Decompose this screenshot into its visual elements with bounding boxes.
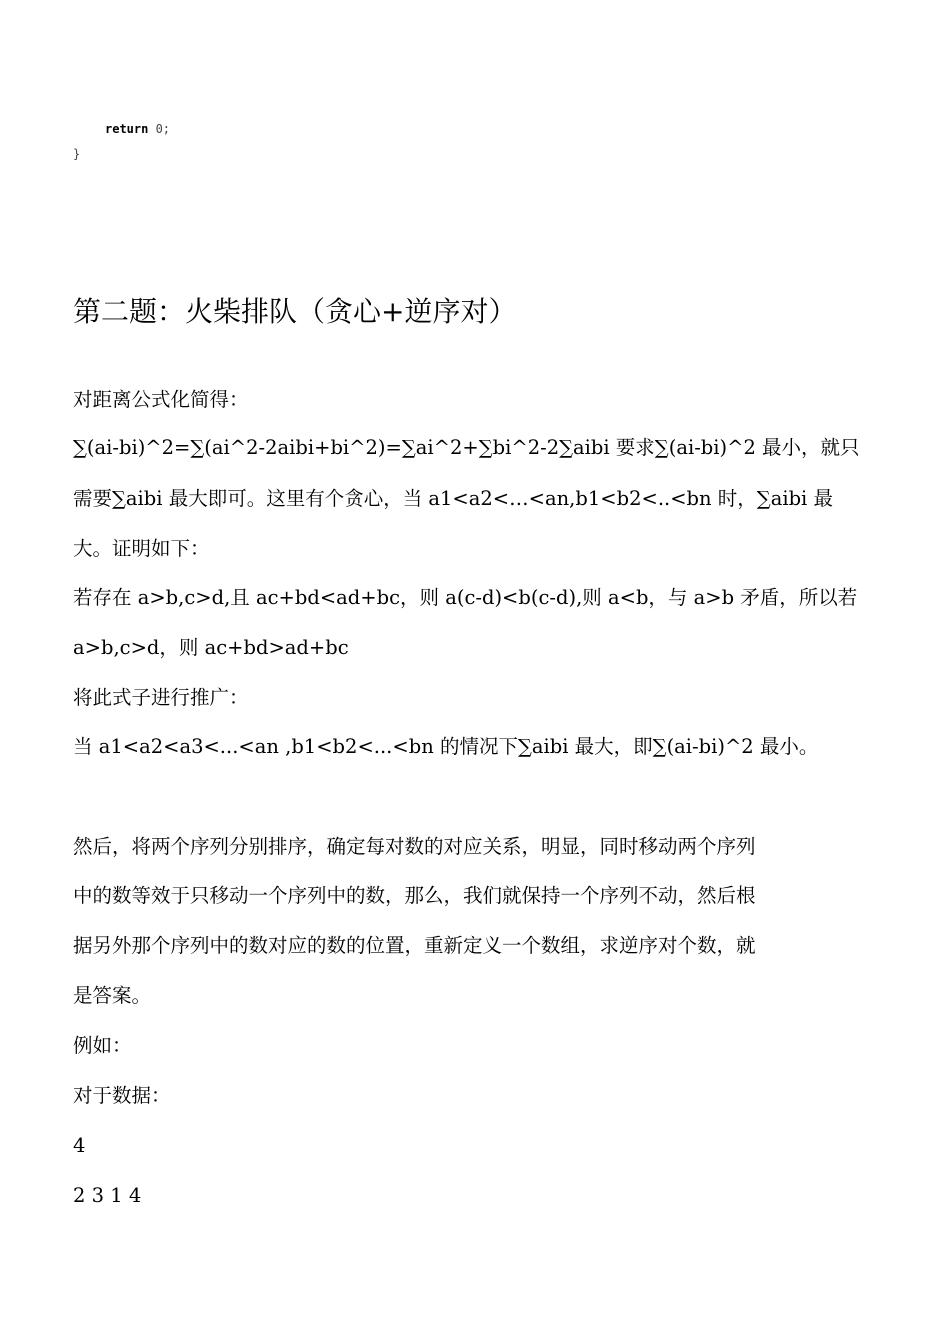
code-return-value: 0; — [148, 122, 171, 136]
paragraph-line-14: 对于数据： — [73, 1084, 171, 1107]
paragraph-line-13: 例如： — [73, 1034, 132, 1057]
paragraph-line-3: 需要∑aibi 最大即可。这里有个贪心，当 a1<a2<…<an,b1<b2<..<bn 时，∑aibi 最 — [73, 487, 833, 510]
section-title: 第二题：火柴排队（贪心+逆序对） — [73, 295, 517, 328]
paragraph-line-1: 对距离公式化简得： — [73, 388, 249, 411]
paragraph-line-7: 将此式子进行推广： — [73, 686, 249, 709]
code-return-line — [105, 122, 170, 136]
paragraph-line-11: 据另外那个序列中的数对应的数的位置，重新定义一个数组，求逆序对个数，就 — [73, 934, 756, 957]
paragraph-line-12: 是答案。 — [73, 984, 152, 1007]
paragraph-line-15: 4 — [73, 1134, 86, 1157]
paragraph-line-16: 2 3 1 4 — [73, 1184, 142, 1207]
paragraph-line-5: 若存在 a>b,c>d,且 ac+bd<ad+bc，则 a(c-d)<b(c-d),则 a<b，与 a>b 矛盾，所以若 — [73, 586, 858, 609]
paragraph-line-4: 大。证明如下： — [73, 537, 210, 560]
paragraph-line-6: a>b,c>d，则 ac+bd>ad+bc — [73, 636, 349, 659]
paragraph-line-9: 然后，将两个序列分别排序，确定每对数的对应关系，明显，同时移动两个序列 — [73, 835, 756, 858]
paragraph-line-8: 当 a1<a2<a3<...<an ,b1<b2<...<bn 的情况下∑aibi 最大，即∑(ai-bi)^2 最小。 — [73, 735, 819, 758]
paragraph-line-10: 中的数等效于只移动一个序列中的数，那么，我们就保持一个序列不动，然后根 — [73, 884, 756, 907]
code-return-keyword: return — [105, 122, 149, 136]
code-closing-brace: } — [73, 147, 81, 161]
paragraph-line-2: ∑(ai-bi)^2=∑(ai^2-2aibi+bi^2)=∑ai^2+∑bi^2-2∑aibi 要求∑(ai-bi)^2 最小，就只 — [73, 436, 860, 459]
